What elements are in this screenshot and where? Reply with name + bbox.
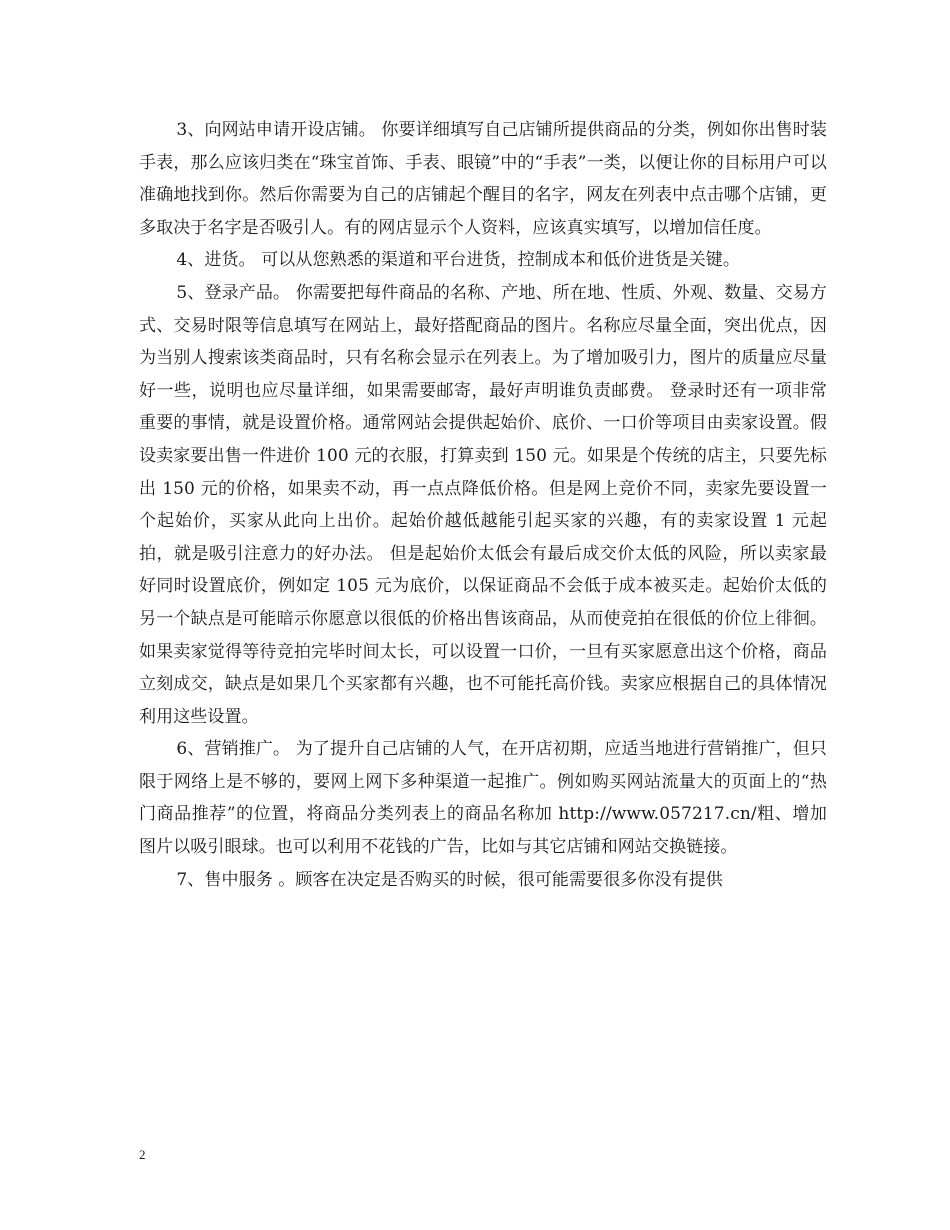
paragraph-5-list-products: 5、登录产品。 你需要把每件商品的名称、产地、所在地、性质、外观、数量、交易方式、交易时限等信息填写在网站上，最好搭配商品的图片。名称应尽量全面，突出优点，因为当别人搜索该类商品时，只有名称会显示在列表上。为了增加吸引力，图片的质量应尽量好一些，说明也应尽量详细，如果需要邮寄，最好声明谁负责邮费。 登录时还有一项非常重要的事情，就是设置价格。通常网站会提供起始价、底价、一口价等项目由卖家设置。假设卖家要出售一件进价 100 元的衣服，打算卖到 150 元。如果是个传统的店主，只要先标出 150 元的价格，如果卖不动，再一点点降低价格。但是网上竞价不同，卖家先要设置一个起始价，买家从此向上出价。起始价越低越能引起买家的兴趣，有的卖家设置 1 元起拍，就是吸引注意力的好办法。 但是起始价太低会有最后成交价太低的风险，所以卖家最好同时设置底价，例如定 105 元为底价，以保证商品不会低于成本被买走。起始价太低的另一个缺点是可能暗示你愿意以很低的价格出售该商品，从而使竞拍在很低的价位上徘徊。如果卖家觉得等待竞拍完毕时间太长，可以设置一口价，一旦有买家愿意出这个价格，商品立刻成交，缺点是如果几个买家都有兴趣，也不可能托高价钱。卖家应根据自己的具体情况利用这些设置。 (139, 282, 827, 727)
page-number: 2 (139, 1147, 146, 1162)
paragraph-7-sales-service: 7、售中服务 。顾客在决定是否购买的时候，很可能需要很多你没有提供 (176, 869, 723, 890)
paragraph-3-open-shop: 3、向网站申请开设店铺。 你要详细填写自己店铺所提供商品的分类，例如你出售时装手表，那么应该归类在“珠宝首饰、手表、眼镜”中的“手表”一类，以便让你的目标用户可以准确地找到你。然后你需要为自己的店铺起个醒目的名字，网友在列表中点击哪个店铺，更多取决于名字是否吸引人。有的网店显示个人资料，应该真实填写，以增加信任度。 (139, 120, 827, 238)
paragraph-4-stock: 4、进货。 可以从您熟悉的渠道和平台进货，控制成本和低价进货是关键。 (176, 250, 741, 271)
paragraph-6-marketing: 6、营销推广。 为了提升自己店铺的人气，在开店初期，应适当地进行营销推广，但只限于网络上是不够的，要网上网下多种渠道一起推广。例如购买网站流量大的页面上的“热门商品推荐”的位置，将商品分类列表上的商品名称加 http://www.057217.cn/粗、增加图片以吸引眼球。也可以利用不花钱的广告，比如与其它店铺和网站交换链接。 (139, 739, 827, 858)
body-text (139, 114, 827, 896)
